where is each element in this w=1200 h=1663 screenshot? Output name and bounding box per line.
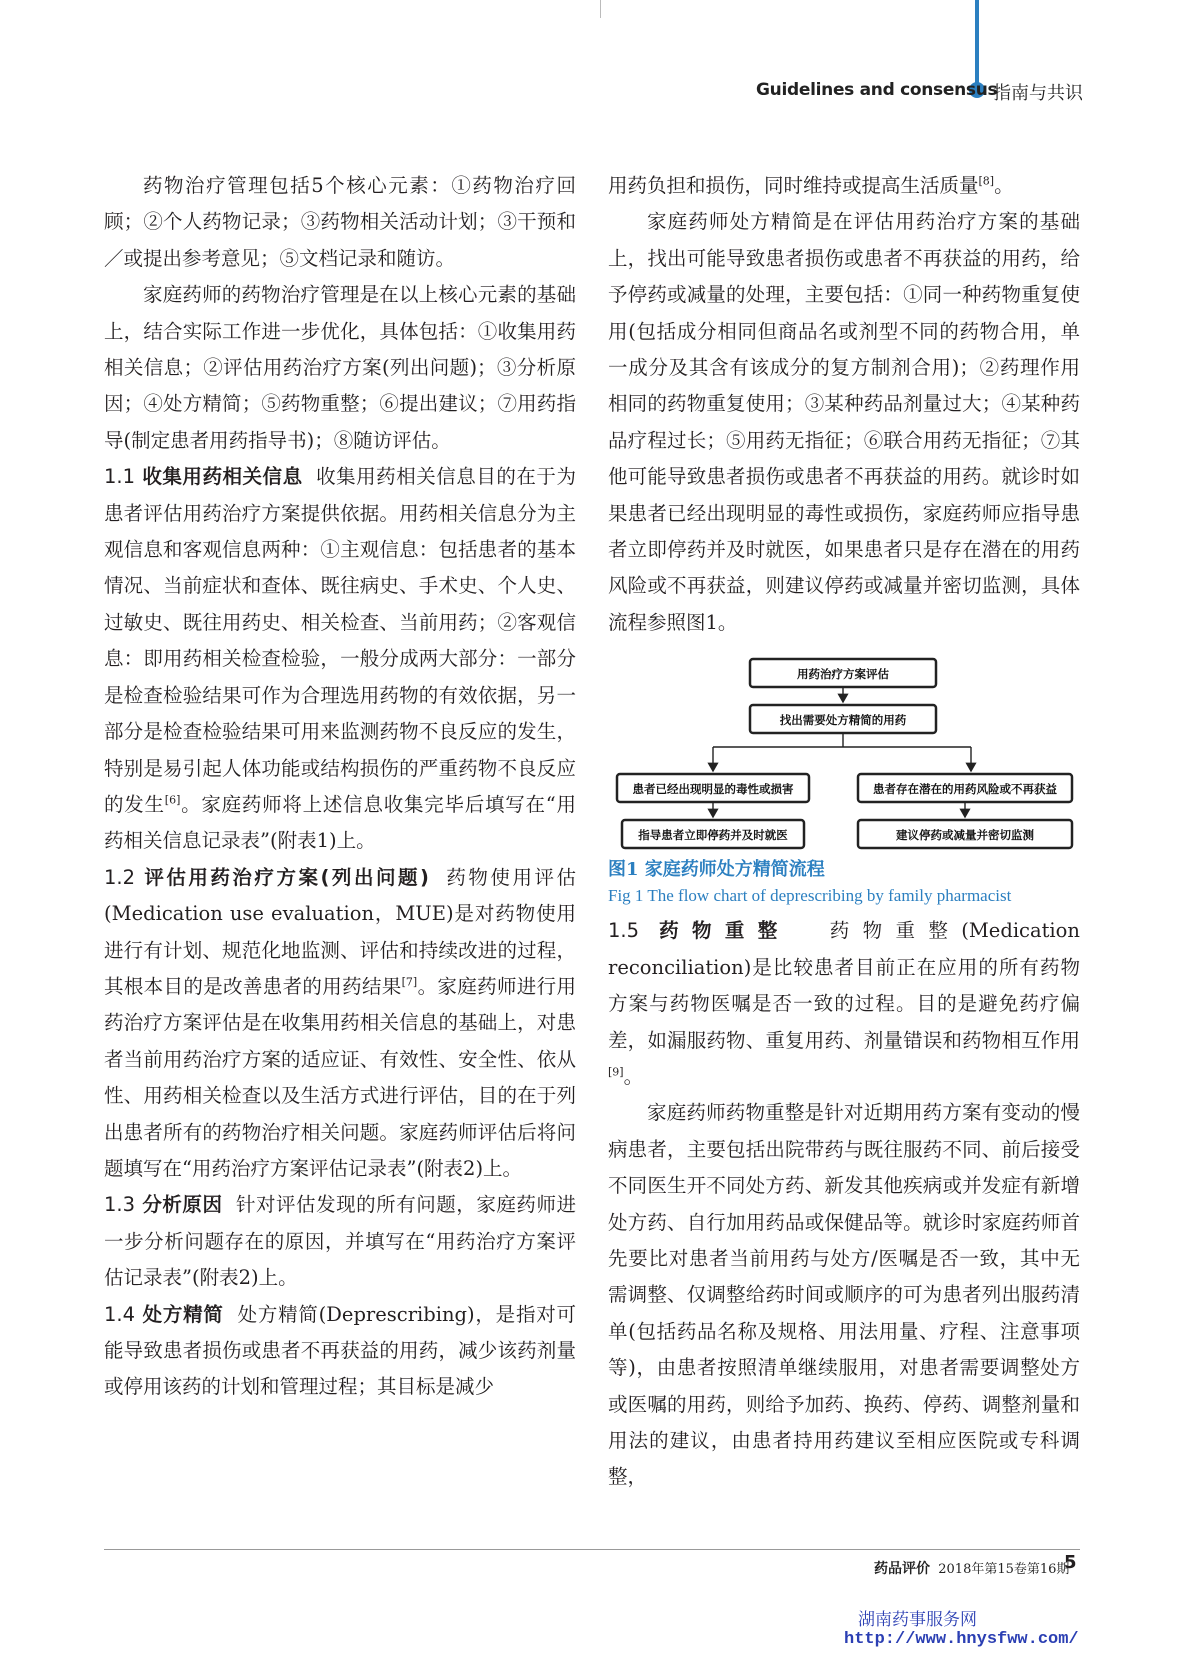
reference-mark: [9] bbox=[608, 1065, 624, 1079]
footer-journal bbox=[874, 1558, 1069, 1578]
paragraph: 药物治疗管理包括5个核心元素：①药物治疗回顾；②个人药物记录；③药物相关活动计划；③干预和／或提出参考意见；⑤文档记录和随访。 bbox=[104, 174, 576, 270]
section-body: 收集用药相关信息目的在于为患者评估用药治疗方案提供依据。用药相关信息分为主观信息和客观信息两种：①主观信息：包括患者的基本情况、当前症状和查体、既往病史、手术史、个人史、过敏史、既往用药史、相关检查、当前用药；②客观信息：即用药相关检查检验，一般分成两大部分：一部分是检查检验结果可作为合理选用药物的有效依据，另一部分是检查检验结果可用来监测药物不良反应的发生，特别是易引起人体功能或结构损伤的严重药物不良反应的发生 bbox=[104, 465, 576, 816]
flow-label-identify: 找出需要处方精简的用药 bbox=[779, 713, 907, 728]
section-title: 处方精简 bbox=[142, 1302, 224, 1326]
paragraph-text: 用药负担和损伤，同时维持或提高生活质量 bbox=[608, 174, 979, 197]
right-column bbox=[608, 168, 1080, 1496]
header-section-en: Guidelines and consensus bbox=[756, 80, 998, 100]
paragraph-continued bbox=[608, 168, 1080, 204]
header-section-zh: 指南与共识 bbox=[993, 83, 1083, 104]
section-body: 处方精简(Deprescribing)，是指对可能导致患者损伤或患者不再获益的用药，减少该药剂量或停用该药的计划和管理过程；其目标是减少 bbox=[104, 1302, 576, 1399]
reference-mark: [6] bbox=[164, 793, 181, 807]
section-1-4 bbox=[104, 1297, 576, 1406]
flow-label-toxicity: 患者已经出现明显的毒性或损害 bbox=[632, 782, 794, 797]
page-number: 5 bbox=[1064, 1552, 1077, 1573]
flow-label-risk: 患者存在潜在的用药风险或不再获益 bbox=[873, 782, 1057, 797]
reference-mark: [7] bbox=[401, 975, 418, 989]
flow-label-stop: 指导患者立即停药并及时就医 bbox=[638, 828, 788, 843]
footer-rule bbox=[104, 1549, 1080, 1550]
section-title: 分析原因 bbox=[142, 1193, 223, 1217]
section-body-tail: 。 bbox=[623, 1064, 644, 1088]
section-1-2 bbox=[104, 860, 576, 1188]
section-body-tail: 。家庭药师进行用药治疗方案评估是在收集用药相关信息的基础上，对患者当前用药治疗方案的适应证、有效性、安全性、依从性、用药相关检查以及生活方式进行评估，目的在于列出患者所有的药物治疗相关问题。家庭药师评估后将问题填写在“用药治疗方案评估记录表”(附表2)上。 bbox=[104, 974, 576, 1180]
section-number: 1.5 bbox=[608, 919, 640, 943]
paragraph: 家庭药师药物重整是针对近期用药方案有变动的慢病患者，主要包括出院带药与既往服药不同、前后接受不同医生开不同处方药、新发其他疾病或并发症有新增处方药、自行加用药品或保健品等。就诊时家庭药师首先要比对患者当前用药与处方/医嘱是否一致，其中无需调整、仅调整给药时间或顺序的可为患者列出服药清单(包括药品名称及规格、用法用量、疗程、注意事项等)，由患者按照清单继续服用，对患者需要调整处方或医嘱的用药，则给予加药、换药、停药、调整剂量和用法的建议，由患者持用药建议至相应医院或专科调整， bbox=[608, 1101, 1080, 1489]
journal-name: 药品评价 bbox=[874, 1561, 930, 1577]
reference-mark: [8] bbox=[978, 174, 995, 188]
section-title: 评估用药治疗方案(列出问题) bbox=[144, 865, 429, 889]
section-body: 药物使用评估(Medication use evaluation，MUE)是对药物使用进行有计划、规范化地监测、评估和持续改进的过程，其根本目的是改善患者的用药结果 bbox=[104, 865, 576, 998]
section-1-3 bbox=[104, 1187, 576, 1296]
flowchart-figure bbox=[608, 653, 1080, 853]
section-title: 收集用药相关信息 bbox=[142, 465, 303, 489]
paragraph: 家庭药师处方精简是在评估用药治疗方案的基础上，找出可能导致患者损伤或患者不再获益的用药，给予停药或减量的处理，主要包括：①同一种药物重复使用(包括成分相同但商品名或剂型不同的药物合用，单一成分及其含有该成分的复方制剂合用)；②药理作用相同的药物重复使用；③某种药品剂量过大；④某种药品疗程过长；⑤用药无指征；⑥联合用药无指征；⑦其他可能导致患者损伤或患者不再获益的用药。就诊时如果患者已经出现明显的毒性或损伤，家庭药师应指导患者立即停药并及时就医，如果患者只是存在潜在的用药风险或不再获益，则建议停药或减量并密切监测，具体流程参照图1。 bbox=[608, 210, 1080, 634]
section-number: 1.1 bbox=[104, 465, 136, 489]
journal-issue: 2018年第15卷第16期 bbox=[938, 1562, 1070, 1577]
top-divider bbox=[600, 0, 601, 18]
figure-caption-en: Fig 1 The flow chart of deprescribing by family pharmacist bbox=[608, 886, 1012, 906]
figure-caption-zh: 图1 家庭药师处方精简流程 bbox=[608, 859, 825, 881]
section-body: 药物重整(Medication reconciliation)是比较患者目前正在应用的所有药物方案与药物医嘱是否一致的过程。目的是避免药疗偏差，如漏服药物、重复用药、剂量错误和药物相互作用 bbox=[608, 919, 1080, 1052]
section-1-5 bbox=[608, 913, 1080, 1095]
section-number: 1.2 bbox=[104, 865, 136, 889]
left-column bbox=[104, 168, 576, 1406]
paragraph: 家庭药师的药物治疗管理是在以上核心元素的基础上，结合实际工作进一步优化，具体包括：①收集用药相关信息；②评估用药治疗方案(列出问题)；③分析原因；④处方精简；⑤药物重整；⑥提出建议；⑦用药指导(制定患者用药指导书)；⑧随访评估。 bbox=[104, 283, 576, 452]
section-title: 药物重整 bbox=[659, 919, 791, 943]
flow-label-evaluate: 用药治疗方案评估 bbox=[797, 667, 889, 682]
section-body: 针对评估发现的所有问题，家庭药师进一步分析问题存在的原因，并填写在“用药治疗方案评估记录表”(附表2)上。 bbox=[104, 1193, 576, 1290]
section-1-1 bbox=[104, 459, 576, 859]
section-number: 1.4 bbox=[104, 1302, 136, 1326]
section-number: 1.3 bbox=[104, 1193, 136, 1217]
flow-label-reduce: 建议停药或减量并密切监测 bbox=[896, 828, 1034, 843]
section-body-tail: 。家庭药师将上述信息收集完毕后填写在“用药相关信息记录表”(附表1)上。 bbox=[104, 792, 576, 853]
watermark-site-name: 湖南药事服务网 bbox=[858, 1610, 977, 1630]
paragraph-tail: 。 bbox=[994, 174, 1014, 197]
watermark-url[interactable]: http://www.hnysfww.com/ bbox=[844, 1630, 1079, 1649]
